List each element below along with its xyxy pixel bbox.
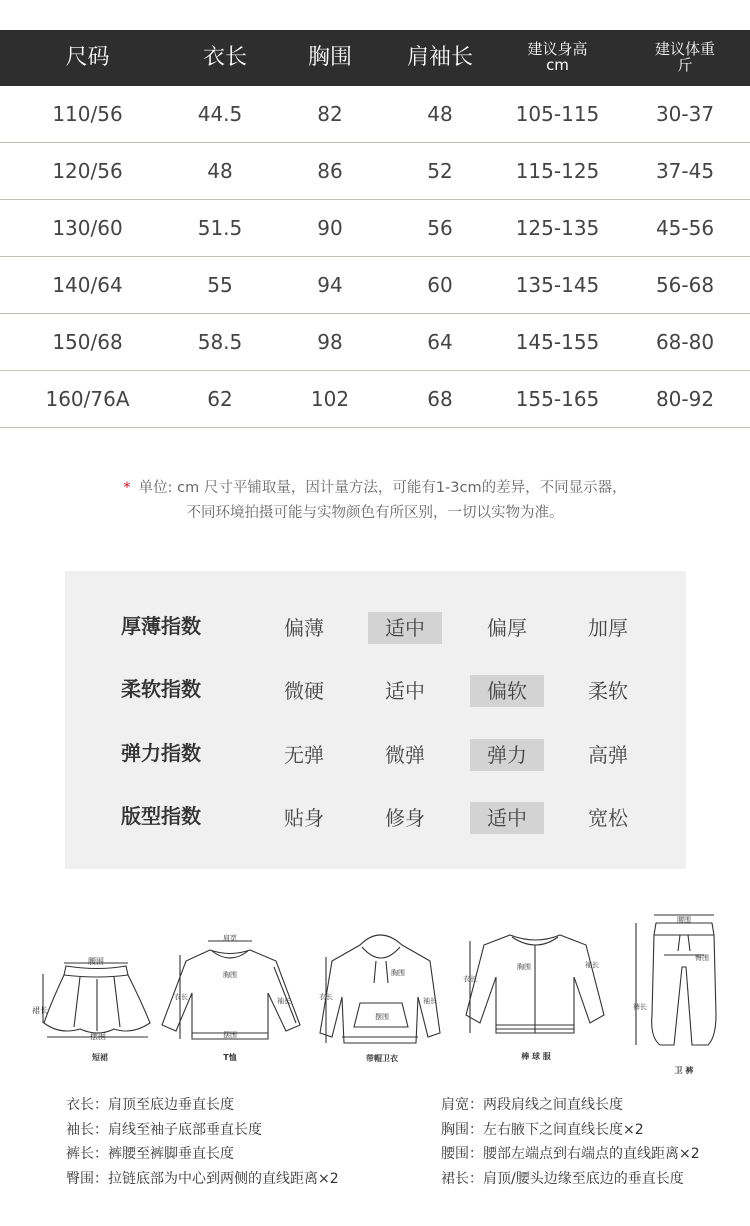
garment-name-pants: 卫 裤 <box>674 1066 694 1075</box>
garment-label-jacket-sleeve: 袖长 <box>585 961 599 969</box>
cell-sleeve: 64 <box>427 330 453 354</box>
cell-height: 105-115 <box>515 102 600 126</box>
table-row <box>0 86 750 143</box>
index-option: 偏厚 <box>487 616 527 640</box>
cell-length: 44.5 <box>197 102 243 126</box>
cell-weight: 37-45 <box>655 159 715 183</box>
garment-label-tshirt-chest: 胸围 <box>223 971 237 979</box>
header-height-unit: cm <box>546 56 569 74</box>
index-option: 适中 <box>385 679 425 703</box>
index-row <box>65 606 686 646</box>
garment-label-hoodie-sleeve: 袖长 <box>423 997 437 1005</box>
index-label: 厚薄指数 <box>121 614 201 638</box>
cell-chest: 102 <box>310 387 350 411</box>
sweatpants-icon <box>636 915 716 1045</box>
cell-size: 160/76A <box>45 387 130 411</box>
garment-label-hoodie-hem: 摆围 <box>375 1013 389 1021</box>
header-size: 尺码 <box>65 45 110 71</box>
garment-label-jacket-length: 衣长 <box>463 975 477 983</box>
index-row <box>65 796 686 836</box>
header-weight <box>620 42 750 74</box>
cell-sleeve: 52 <box>427 159 453 183</box>
cell-sleeve: 68 <box>427 387 453 411</box>
cell-sleeve: 48 <box>427 102 453 126</box>
size-table <box>0 30 750 428</box>
garment-label-hoodie-chest: 胸围 <box>391 969 405 977</box>
garment-label-skirt-hem: 摆围 <box>90 1032 106 1041</box>
definition-sleeve: 袖长：肩线至袖子底部垂直长度 <box>66 1121 262 1138</box>
header-chest: 胸围 <box>307 45 352 71</box>
index-option: 微弹 <box>385 743 425 767</box>
cell-height: 145-155 <box>515 330 600 354</box>
fabric-index-panel <box>65 571 686 869</box>
cell-size: 140/64 <box>52 273 123 297</box>
index-option: 贴身 <box>284 806 324 830</box>
cell-length: 58.5 <box>197 330 243 354</box>
cell-sleeve: 60 <box>427 273 453 297</box>
garment-label-jacket-chest: 胸围 <box>517 963 531 971</box>
index-option: 加厚 <box>588 616 628 640</box>
baseball-jacket-icon <box>466 935 604 1033</box>
cell-chest: 90 <box>317 216 343 240</box>
cell-length: 48 <box>207 159 233 183</box>
index-option-selected: 适中 <box>470 802 544 834</box>
header-weight-label: 建议体重 <box>654 40 715 59</box>
definition-chest: 胸围：左右腋下之间直线长度×2 <box>441 1121 644 1138</box>
table-row <box>0 314 750 371</box>
cell-size: 120/56 <box>52 159 123 183</box>
cell-weight: 56-68 <box>655 273 715 297</box>
index-row <box>65 669 686 709</box>
cell-length: 62 <box>207 387 233 411</box>
table-row <box>0 143 750 200</box>
index-label: 版型指数 <box>121 804 201 828</box>
index-option: 高弹 <box>588 743 628 767</box>
note-text-1: 单位: cm 尺寸平铺取量，因计量方法，可能有1-3cm的差异，不同显示器， <box>138 480 627 496</box>
index-option: 宽松 <box>588 806 628 830</box>
cell-height: 125-135 <box>515 216 600 240</box>
header-sleeve: 肩袖长 <box>406 45 473 71</box>
tshirt-icon <box>162 941 300 1039</box>
garment-label-tshirt-sleeve: 袖长 <box>277 997 291 1005</box>
garment-label-pants-waist: 腰围 <box>677 916 691 924</box>
cell-chest: 82 <box>317 102 343 126</box>
cell-height: 115-125 <box>515 159 600 183</box>
garment-label-skirt-waist: 腰围 <box>88 957 104 966</box>
definition-waist: 腰围：腰部左端点到右端点的直线距离×2 <box>441 1146 700 1162</box>
header-height <box>495 42 620 74</box>
cell-weight: 30-37 <box>655 102 715 126</box>
index-option: 修身 <box>385 806 425 830</box>
definition-length: 衣长：肩顶至底边垂直长度 <box>66 1097 234 1113</box>
cell-chest: 86 <box>317 159 343 183</box>
garment-name-hoodie: 带帽卫衣 <box>366 1054 398 1063</box>
index-row <box>65 733 686 773</box>
cell-chest: 94 <box>317 273 343 297</box>
definition-pants-length: 裤长：裤腰至裤脚垂直长度 <box>66 1146 234 1162</box>
definition-skirt-length: 裙长：肩顶/腰头边缘至底边的垂直长度 <box>441 1170 684 1187</box>
cell-weight: 80-92 <box>655 387 715 411</box>
index-option-selected: 弹力 <box>470 739 544 771</box>
header-height-label: 建议身高 <box>527 40 588 59</box>
garment-label-tshirt-length: 衣长 <box>174 993 188 1001</box>
note-line-2: 不同环境拍摄可能与实物颜色有所区别，一切以实物为准。 <box>186 505 564 521</box>
index-option: 偏薄 <box>284 616 324 640</box>
garment-diagrams <box>0 905 750 1085</box>
size-table-header <box>0 30 750 86</box>
cell-size: 150/68 <box>52 330 123 354</box>
cell-weight: 45-56 <box>655 216 715 240</box>
garment-label-pants-hip: 臀围 <box>695 954 709 962</box>
cell-size: 130/60 <box>52 216 123 240</box>
garment-label-pants-length: 裤长 <box>633 1003 647 1011</box>
skirt-icon <box>43 963 150 1037</box>
index-option-selected: 偏软 <box>470 675 544 707</box>
index-label: 柔软指数 <box>121 677 201 701</box>
garment-illustrations <box>0 905 750 1085</box>
definitions-right <box>441 1093 700 1191</box>
garment-label-tshirt-hem: 摆围 <box>223 1031 237 1039</box>
table-row <box>0 200 750 257</box>
cell-length: 55 <box>207 273 233 297</box>
cell-weight: 68-80 <box>655 330 715 354</box>
definitions-left <box>66 1093 339 1191</box>
definition-shoulder: 肩宽：两段肩线之间直线长度 <box>441 1097 623 1113</box>
cell-sleeve: 56 <box>427 216 453 240</box>
star-icon: * <box>123 480 131 496</box>
table-row <box>0 371 750 428</box>
index-option-selected: 适中 <box>368 612 442 644</box>
garment-name-tshirt: T恤 <box>223 1053 237 1062</box>
index-option: 微硬 <box>284 679 324 703</box>
note-line-1 <box>0 476 750 501</box>
index-option: 柔软 <box>588 679 628 703</box>
garment-label-tshirt-shoulder: 肩宽 <box>223 934 237 942</box>
cell-chest: 98 <box>317 330 343 354</box>
definition-hip: 臀围：拉链底部为中心到两侧的直线距离×2 <box>66 1170 339 1187</box>
header-weight-unit: 斤 <box>677 56 693 74</box>
garment-name-jacket: 棒 球 服 <box>521 1052 551 1061</box>
cell-size: 110/56 <box>52 102 123 126</box>
cell-height: 135-145 <box>515 273 600 297</box>
garment-name-skirt: 短裙 <box>92 1053 108 1062</box>
header-length: 衣长 <box>202 45 247 71</box>
measurement-note <box>0 476 750 526</box>
table-row <box>0 257 750 314</box>
index-label: 弹力指数 <box>121 741 201 765</box>
garment-label-hoodie-length: 衣长 <box>319 993 333 1001</box>
cell-height: 155-165 <box>515 387 600 411</box>
cell-length: 51.5 <box>197 216 243 240</box>
index-option: 无弹 <box>284 743 324 767</box>
hoodie-icon <box>320 935 440 1043</box>
garment-label-skirt-length: 裙长 <box>32 1006 48 1015</box>
